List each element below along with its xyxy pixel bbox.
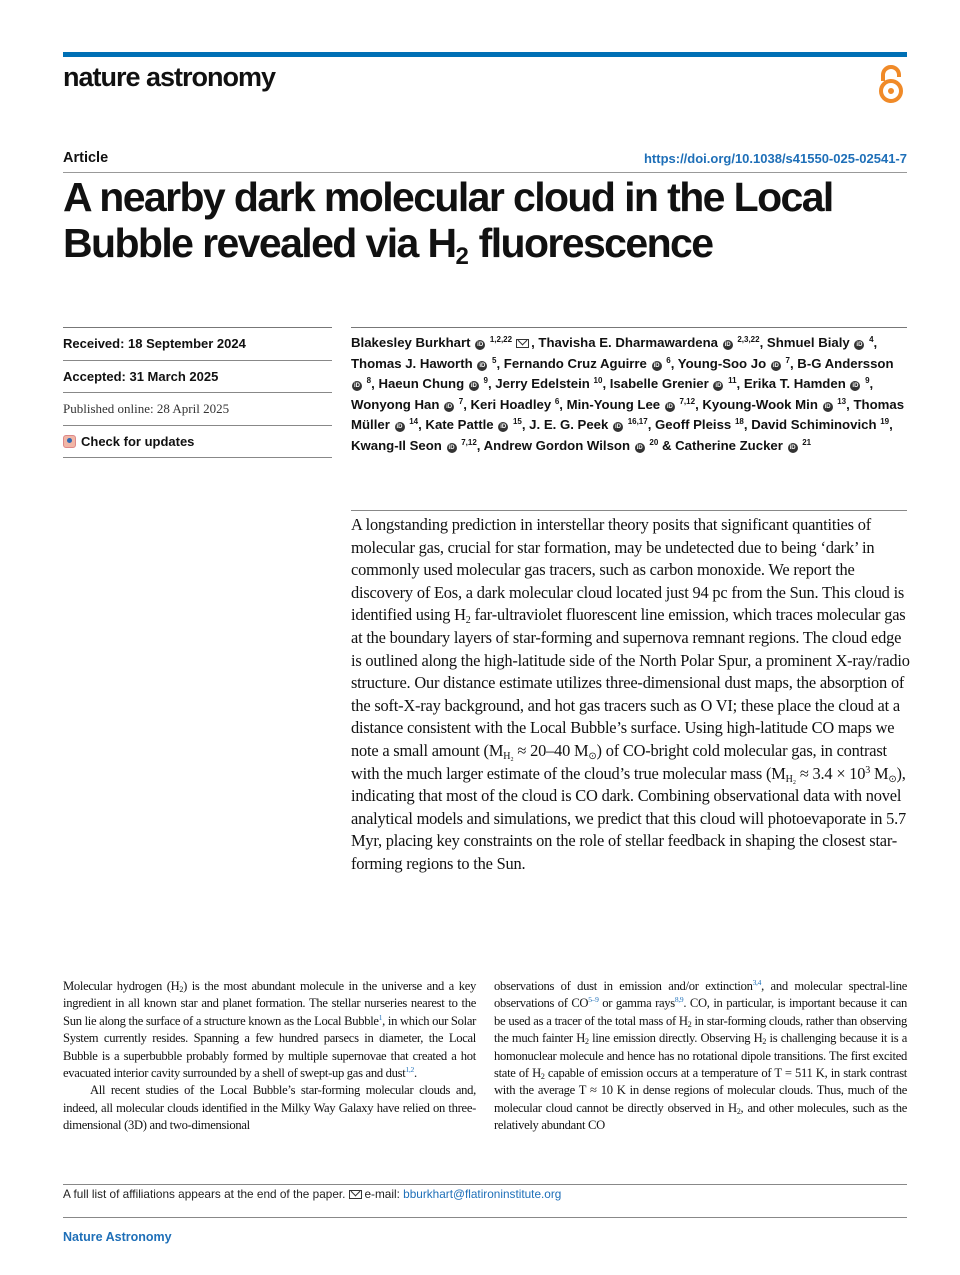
author-name: David Schiminovich (751, 417, 877, 433)
reference-link[interactable]: 1 (378, 1012, 383, 1022)
divider (63, 1217, 907, 1218)
author[interactable] (702, 397, 846, 412)
author[interactable] (610, 376, 737, 391)
orcid-icon[interactable]: iD (824, 403, 831, 410)
affiliation-ref: 14 (409, 417, 419, 427)
affiliation-ref: 7 (458, 396, 464, 406)
open-access-icon (874, 64, 908, 104)
orcid-icon[interactable]: iD (715, 383, 722, 390)
divider (351, 327, 907, 328)
abstract: A longstanding prediction in interstellar theory posits that significant quantities of molecular gas, crucial for star formation, may be undetected due to being ‘dark’ in commonly used molecular gas tracers, such as carbon monoxide. We report the discovery of Eos, a dark molecular cloud located just 94 pc from the Sun. This cloud is identified using $H_2$ far-ultraviolet fluorescent line emission, which traces molecular gas at the boundary layers of star-forming and supernova remnant regions. The cloud edge is outlined along the high-latitude side of the North Polar Spur, a prominent X-ray/radio structure. Our distance estimate utilizes three-dimensional dust maps, the absorption of the soft-X-ray background, and hot gas tracers such as O VI; these place the cloud at a distance consistent with the Local Bubble’s surface. Using high-latitude CO maps we note a small amount ($M_{H_2} \approx 20-40$ $M_⊙$) of CO-bright cold molecular gas, in contrast with the much larger estimate of the cloud’s true molecular mass ($M_{H_2} \approx 3.4 \times 10^3$ $M_⊙$), indicating that most of the cloud is CO dark. Combining observational data with novel analytical models and simulations, we predict that this cloud will photoevaporate in 5.7 Myr, placing key constraints on the role of stellar feedback in shaping the closest star-forming regions to the Sun. (351, 515, 910, 873)
published-date: Published online: 28 April 2025 (63, 393, 332, 426)
affiliation-ref: 9 (865, 376, 870, 386)
author-name: Kwang-Il Seon (351, 437, 442, 453)
journal-logo: nature astronomy (63, 62, 276, 92)
affiliation-ref: 11 (728, 376, 737, 386)
author[interactable] (538, 335, 759, 350)
author-name: Blakesley Burkhart (351, 335, 471, 350)
orcid-icon[interactable]: iD (470, 383, 477, 390)
affiliation-ref: 6 (554, 396, 560, 406)
divider (63, 172, 907, 173)
journal-footer: Nature Astronomy (63, 1230, 172, 1244)
mail-icon[interactable] (516, 339, 529, 348)
author[interactable] (567, 397, 695, 412)
journal-accent-bar (63, 52, 907, 57)
author[interactable] (484, 438, 659, 453)
affiliation-ref: 1,2,22 (489, 335, 513, 344)
orcid-icon[interactable]: iD (856, 342, 863, 348)
author-name: Thomas Müller (351, 396, 905, 433)
affiliation-ref: 7 (785, 355, 790, 365)
author[interactable] (675, 438, 811, 453)
author-name: Andrew Gordon Wilson (483, 437, 631, 453)
author-name: J. E. G. Peek (529, 417, 609, 433)
author-name: Jerry Edelstein (495, 376, 590, 392)
author[interactable] (767, 335, 874, 350)
mail-icon (349, 1190, 362, 1199)
received-date: Received: 18 September 2024 (63, 328, 332, 361)
author-name: Young-Soo Jo (677, 355, 767, 371)
affiliation-ref: 7,12 (461, 437, 477, 447)
orcid-icon[interactable]: iD (772, 362, 779, 369)
author-name: Thavisha E. Dharmawardena (538, 335, 718, 350)
body-column-left (63, 978, 476, 1135)
email-link[interactable]: bburkhart@flatironinstitute.org (403, 1187, 562, 1201)
paragraph: Molecular hydrogen $(H_2)$ is the most abundant molecule in the universe and a key ingredient in all known star and planet formation. The stellar nurseries nearest to the Sun lie along the surface of a structure known as the Local Bubble$^1$, in which our Solar System currently resides. Spanning a few hundred parsecs in diameter, the Local Bubble is a superbubble probably formed by multiple supernovae that created a hot evacuated interior cavity surrounded by a shell of swept-up gas and dust$^{1,2}$. (63, 979, 476, 1081)
article-type: Article (63, 150, 109, 166)
affiliation-ref: 18 (734, 417, 744, 427)
orcid-icon[interactable]: iD (653, 362, 660, 369)
orcid-icon[interactable]: iD (354, 383, 360, 390)
author-name: Geoff Pleiss (655, 417, 732, 433)
author-name: Thomas J. Haworth (351, 355, 473, 371)
article-title: A nearby dark molecular cloud in the Local Bubble revealed via $H_2$ fluorescence (63, 174, 833, 270)
affiliation-ref: 10 (593, 376, 603, 386)
author-name: Kate Pattle (425, 417, 494, 433)
author-name: Erika T. Hamden (743, 376, 846, 392)
affiliation-ref: 16,17 (627, 417, 648, 427)
author[interactable] (504, 356, 671, 371)
author[interactable] (744, 376, 870, 391)
affiliation-ref: 20 (649, 437, 659, 447)
author-name: Isabelle Grenier (609, 376, 709, 392)
check-updates-icon (63, 435, 76, 448)
orcid-icon[interactable]: iD (852, 383, 859, 390)
reference-link[interactable]: 1,2 (405, 1065, 414, 1075)
author[interactable] (471, 397, 560, 412)
affiliation-ref: 4 (869, 335, 874, 344)
affiliations-footnote: A full list of affiliations appears at the end of the paper. e-mail: bburkhart@flatironinstitute.org (63, 1187, 562, 1201)
paragraph: All recent studies of the Local Bubble’s star-forming molecular clouds and, indeed, all molecular clouds identified in the Milky Way Galaxy have relied on three-dimensional (3D) and two-dimensional (63, 1083, 476, 1133)
divider (351, 510, 907, 511)
affiliation-ref: 6 (666, 355, 671, 365)
affiliation-ref: 13 (837, 396, 847, 406)
orcid-icon[interactable]: iD (636, 444, 643, 451)
doi-link[interactable]: https://doi.org/10.1038/s41550-025-02541-7 (643, 151, 907, 166)
author[interactable] (529, 417, 648, 432)
check-updates-button[interactable] (63, 426, 332, 459)
affiliation-ref: 8 (366, 376, 372, 386)
author-name: Kyoung-Wook Min (702, 396, 818, 412)
affiliation-ref: 7,12 (679, 396, 696, 406)
orcid-icon[interactable]: iD (666, 403, 673, 410)
author-name: Wonyong Han (351, 396, 440, 412)
author-name: Haeun Chung (378, 376, 465, 392)
author[interactable] (655, 417, 744, 432)
author-name: Shmuel Bialy (766, 335, 850, 350)
author-list: Blakesley Burkhart iD $^{1,2,22}$ , Thavisha E. Dharmawardena iD $^{2,3,22}$, Shmuel Bialy iD $^4$, Thomas J. Haworth iD $^5$, Fernando Cruz Aguirre iD $^6$, Young-Soo Jo iD $^7$, B-G Andersson iD $^8$, Haeun Chung iD $^9$, Jerry Edelstein $^{10}$, Isabelle Grenier iD $^{11}$, Erika T. Hamden iD $^9$, Wonyong Han iD $^7$, Keri Hoadley $^6$, Min-Young Lee iD $^{7,12}$, Kyoung-Wook Min iD $^{13}$, Thomas Müller iD $^{14}$, Kate Pattle iD $^{15}$, J. E. G. Peek iD $^{16,17}$, Geoff Pleiss $^{18}$, David Schiminovich $^{19}$, Kwang-Il Seon iD $^{7,12}$, Andrew Gordon Wilson iD $^{20}$ & Catherine Zucker iD $^{21}$ (351, 335, 905, 453)
author-name: Min-Young Lee (566, 396, 661, 412)
author[interactable] (351, 356, 496, 371)
affiliation-ref: 21 (802, 437, 812, 447)
check-updates-label: Check for updates (81, 433, 195, 449)
author[interactable] (351, 397, 463, 412)
author[interactable] (495, 376, 602, 391)
author[interactable] (351, 335, 531, 350)
orcid-icon[interactable]: iD (615, 424, 622, 431)
author[interactable] (351, 438, 477, 453)
author-name: B-G Andersson (797, 355, 894, 371)
divider (63, 1184, 907, 1185)
reference-link[interactable]: 8,9 (674, 995, 684, 1005)
orcid-icon[interactable]: iD (500, 424, 507, 431)
affiliation-ref: 2,3,22 (737, 335, 760, 344)
author-name: Keri Hoadley (470, 396, 552, 412)
affiliation-ref: 9 (483, 376, 488, 386)
affiliation-ref: 15 (512, 417, 522, 427)
paragraph: observations of dust in emission and/or extinction$^{3,4}$, and molecular spectral-line observations of CO$^{5-9}$ or gamma rays$^{8,9}$. CO, in particular, is important because it can be used as a tracer of the total mass of $H_2$ in star-forming clouds, rather than observing the much fainter $H_2$ line emission directly. Observing $H_2$ is challenging because it is a homonuclear molecule and hence has no rotational dipole transitions. The first excited state of $H_2$ capable of emission occurs at a temperature of T = 511 K, in stark contrast with the average T ≈ 10 K in dense regions of molecular clouds. Thus, much of the molecular cloud cannot be directly observed in $H_2$, and other molecules, such as the relatively abundant CO (494, 978, 908, 1133)
author-name: Fernando Cruz Aguirre (503, 355, 647, 371)
orcid-icon[interactable]: iD (789, 444, 796, 451)
orcid-icon[interactable]: iD (446, 403, 453, 410)
accepted-date: Accepted: 31 March 2025 (63, 361, 332, 394)
orcid-icon[interactable]: iD (477, 342, 484, 348)
orcid-icon[interactable]: iD (724, 342, 731, 348)
affiliation-ref: 19 (880, 417, 890, 427)
orcid-icon[interactable]: iD (479, 362, 486, 369)
author[interactable] (378, 376, 488, 391)
author[interactable] (678, 356, 790, 371)
article-history (63, 328, 332, 458)
orcid-icon[interactable]: iD (448, 444, 455, 451)
reference-link[interactable]: 3,4 (752, 978, 762, 987)
author[interactable] (425, 417, 521, 432)
orcid-icon[interactable]: iD (396, 424, 403, 431)
affiliation-ref: 5 (491, 355, 497, 365)
author-name: Catherine Zucker (675, 437, 783, 453)
author[interactable] (751, 417, 889, 432)
body-column-right (494, 978, 907, 1135)
reference-link[interactable]: 5–9 (588, 995, 599, 1005)
